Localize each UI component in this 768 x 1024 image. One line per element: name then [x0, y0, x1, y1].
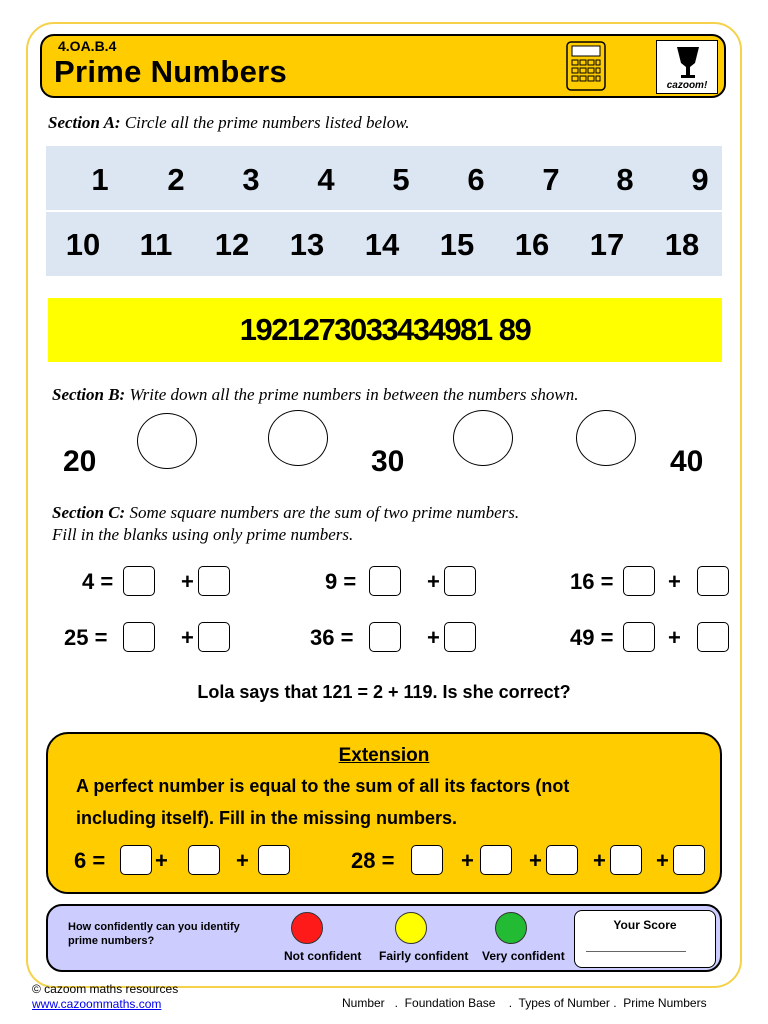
grid-number[interactable]: 17 [589, 227, 625, 262]
plus-sign: + [236, 848, 249, 873]
confidence-question: How confidently can you identify prime numbers? [68, 921, 240, 947]
very-confident-label: Very confident [482, 949, 565, 963]
plus-sign: + [155, 848, 168, 873]
grid-number[interactable]: 11 [139, 227, 173, 262]
section-c-text-1: Some square numbers are the sum of two prime numbers. [129, 503, 520, 522]
section-a-text: Circle all the prime numbers listed below. [124, 113, 410, 132]
plus-sign: + [656, 848, 669, 873]
grid-divider [46, 210, 722, 212]
answer-circle[interactable] [576, 410, 636, 466]
boundary-40: 40 [670, 445, 704, 478]
standard-code: 4.OA.B.4 [58, 38, 117, 54]
answer-box[interactable] [444, 566, 476, 596]
grid-number[interactable]: 10 [65, 227, 101, 262]
score-label: Your Score [613, 918, 677, 932]
score-line [586, 951, 686, 952]
answer-box[interactable] [697, 566, 729, 596]
page-title: Prime Numbers [54, 54, 288, 89]
grid-number[interactable]: 9 [691, 162, 709, 197]
perfect-28-label: 28 = [351, 848, 395, 873]
grid-number[interactable]: 6 [467, 162, 485, 197]
plus-sign: + [668, 569, 681, 594]
grid-number[interactable]: 5 [392, 162, 410, 197]
answer-box[interactable] [369, 566, 401, 596]
answer-box[interactable] [546, 845, 578, 875]
answer-box[interactable] [411, 845, 443, 875]
plus-sign: + [181, 625, 194, 650]
logo-text: cazoom! [666, 80, 708, 91]
grid-number[interactable]: 8 [616, 162, 634, 197]
grid-number[interactable]: 12 [214, 227, 250, 262]
green-dot[interactable] [495, 912, 527, 944]
equation-label: 25 = [64, 625, 108, 650]
answer-circle[interactable] [268, 410, 328, 466]
answer-box[interactable] [623, 622, 655, 652]
equation-label: 9 = [325, 569, 357, 594]
extension-text-1: A perfect number is equal to the sum of all its factors (not [76, 776, 570, 796]
answer-box[interactable] [198, 566, 230, 596]
trophy-icon [657, 41, 719, 81]
equation-label: 16 = [570, 569, 614, 594]
equation-label: 36 = [310, 625, 354, 650]
extension-title: Extension [338, 745, 430, 766]
section-c-text-2: Fill in the blanks using only prime numbers. [52, 525, 354, 544]
answer-box[interactable] [610, 845, 642, 875]
grid-number[interactable]: 7 [542, 162, 560, 197]
answer-box[interactable] [480, 845, 512, 875]
plus-sign: + [427, 569, 440, 594]
answer-box[interactable] [188, 845, 220, 875]
answer-box[interactable] [198, 622, 230, 652]
answer-circle[interactable] [137, 413, 197, 469]
answer-box[interactable] [120, 845, 152, 875]
plus-sign: + [668, 625, 681, 650]
plus-sign: + [529, 848, 542, 873]
grid-number[interactable]: 2 [167, 162, 185, 197]
grid-number[interactable]: 18 [664, 227, 700, 262]
grid-number[interactable]: 15 [439, 227, 475, 262]
band-numbers[interactable]: 1921273033434981 89 [239, 312, 531, 347]
section-a-instruction [48, 113, 410, 133]
footer-credits [32, 982, 178, 1012]
section-c-label: Section C: [52, 503, 126, 522]
boundary-20: 20 [63, 445, 97, 478]
grid-number[interactable]: 13 [289, 227, 325, 262]
grid-number[interactable]: 4 [317, 162, 335, 197]
footer-breadcrumb: Number . Foundation Base . Types of Number . Prime Numbers [342, 996, 707, 1010]
boundary-30: 30 [371, 445, 405, 478]
answer-box[interactable] [697, 622, 729, 652]
section-b-text: Write down all the prime numbers in between the numbers shown. [129, 385, 579, 404]
answer-box[interactable] [123, 622, 155, 652]
section-a-label: Section A: [48, 113, 121, 132]
answer-box[interactable] [123, 566, 155, 596]
plus-sign: + [427, 625, 440, 650]
plus-sign: + [181, 569, 194, 594]
plus-sign: + [461, 848, 474, 873]
answer-box[interactable] [369, 622, 401, 652]
answer-box[interactable] [673, 845, 705, 875]
grid-number[interactable]: 14 [364, 227, 400, 262]
not-confident-label: Not confident [284, 949, 362, 963]
yellow-dot[interactable] [395, 912, 427, 944]
calculator-icon [565, 40, 607, 92]
section-c-instruction [52, 502, 519, 546]
section-b-label: Section B: [52, 385, 126, 404]
red-dot[interactable] [291, 912, 323, 944]
copyright-text: © cazoom maths resources [32, 982, 179, 996]
fairly-confident-label: Fairly confident [379, 949, 469, 963]
answer-box[interactable] [258, 845, 290, 875]
answer-circle[interactable] [453, 410, 513, 466]
answer-box[interactable] [444, 622, 476, 652]
lola-question: Lola says that 121 = 2 + 119. Is she correct? [197, 682, 571, 702]
perfect-6-label: 6 = [74, 848, 106, 873]
grid-number[interactable]: 3 [242, 162, 260, 197]
website-link[interactable]: www.cazoommaths.com [32, 997, 162, 1011]
grid-number[interactable]: 16 [514, 227, 550, 262]
equation-label: 49 = [570, 625, 614, 650]
section-b-instruction [52, 385, 579, 405]
equation-label: 4 = [82, 569, 114, 594]
extension-text-2: including itself). Fill in the missing numbers. [76, 808, 458, 828]
plus-sign: + [593, 848, 606, 873]
grid-number[interactable]: 1 [91, 162, 109, 197]
answer-box[interactable] [623, 566, 655, 596]
